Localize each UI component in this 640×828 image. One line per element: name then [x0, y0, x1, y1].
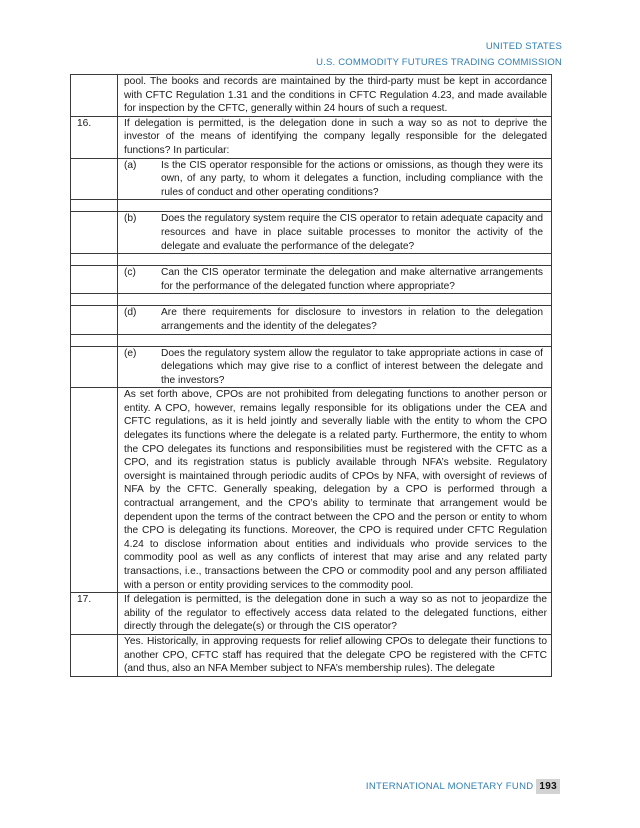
question-number: 17. [71, 593, 118, 635]
answer-continuation: pool. The books and records are maintained by the third-party must be kept in accordance with CFTC Regulation 1.31 and the conditions in CFTC Regulation 4.23, and made available for inspection by the CFTC, generally within 24 hours of such a request. [118, 75, 552, 117]
page-footer [366, 779, 560, 794]
table-row [71, 212, 552, 254]
table-row [71, 388, 552, 593]
question-text: If delegation is permitted, is the delegation done in such a way so as not to deprive the investor of the means of identifying the company legally responsible for the delegated functions? In particular: [118, 116, 552, 158]
sub-question-text: Is the CIS operator responsible for the actions or omissions, as though they were its own, of any party, to whom it delegates a function, including compliance with the rules of conduct and other operating conditions? [161, 159, 543, 198]
table-row [71, 593, 552, 635]
blank-row [71, 200, 552, 212]
sub-question-letter: (d) [124, 307, 137, 319]
header-agency: U.S. COMMODITY FUTURES TRADING COMMISSION [316, 57, 562, 68]
table-row [71, 306, 552, 334]
table-row [71, 346, 552, 388]
blank-row [71, 254, 552, 266]
table-row [71, 634, 552, 676]
sub-question-letter: (b) [124, 213, 137, 225]
table-row [71, 116, 552, 158]
sub-question-letter: (c) [124, 267, 136, 279]
answer-text: Yes. Historically, in approving requests for relief allowing CPOs to delegate their functions to another CPO, CFTC staff has required that the delegate CPO be registered with the CFTC (and thus, also an NFA Member subject to NFA’s membership rules). The delegate [118, 634, 552, 676]
blank-row [71, 334, 552, 346]
footer-organization: INTERNATIONAL MONETARY FUND [365, 781, 534, 792]
question-text: If delegation is permitted, is the delegation done in such a way so as not to jeopardize the ability of the regulator to effectively access data related to the delegated functions, either directly through the delegate(s) or through the CIS operator? [118, 593, 552, 635]
answer-text: As set forth above, CPOs are not prohibited from delegating functions to another person or entity. A CPO, however, remains legally responsible for its obligations under the CEA and CFTC regulations, as it is held jointly and severally liable with the entity to whom the CPO delegates its functions where the delegate is a related party. Furthermore, the entity to whom the CPO delegates its functions and responsibilities must be registered with the CFTC as a CPO, and its registration status is publicly available through NFA’s website. Regulatory oversight is maintained through periodic audits of CPOs by NFA, with oversight of reviews of NFA by the CFTC. Generally speaking, delegation by a CPO is performed through a contractual arrangement, and the CPO’s ability to terminate that arrangement would be dependent upon the terms of the contract between the CPO and the person or entity to whom the CPO is delegating its functions. Moreover, the CPO is required under CFTC Regulation 4.24 to disclose information about entities and individuals who provide services to the commodity pool as well as any conflicts of interest that may arise and any related party transactions, i.e., transactions between the CPO or commodity pool and any person affiliated with a person or entity providing services to the commodity pool. [118, 388, 552, 593]
assessment-table [70, 74, 552, 677]
sub-question-text: Does the regulatory system require the CIS operator to retain adequate capacity and resources and have in place suitable processes to monitor the activity of the delegate and evaluate the performance of the delegate? [161, 213, 543, 252]
table-row [71, 266, 552, 294]
page-number: 193 [536, 779, 560, 794]
table-row [71, 75, 552, 117]
sub-question-text: Can the CIS operator terminate the delegation and make alternative arrangements for the performance of the delegated function where appropriate? [161, 267, 543, 292]
sub-question-letter: (e) [124, 347, 137, 359]
sub-question-text: Are there requirements for disclosure to investors in relation to the delegation arrangements and the identity of the delegates? [161, 307, 543, 332]
table-row [71, 158, 552, 200]
blank-row [71, 294, 552, 306]
header-country: UNITED STATES [485, 41, 562, 52]
sub-question-letter: (a) [124, 159, 137, 171]
sub-question-text: Does the regulatory system allow the regulator to take appropriate actions in case of delegations which may give rise to a conflict of interest between the delegate and the investors? [161, 347, 543, 386]
question-number: 16. [71, 116, 118, 158]
